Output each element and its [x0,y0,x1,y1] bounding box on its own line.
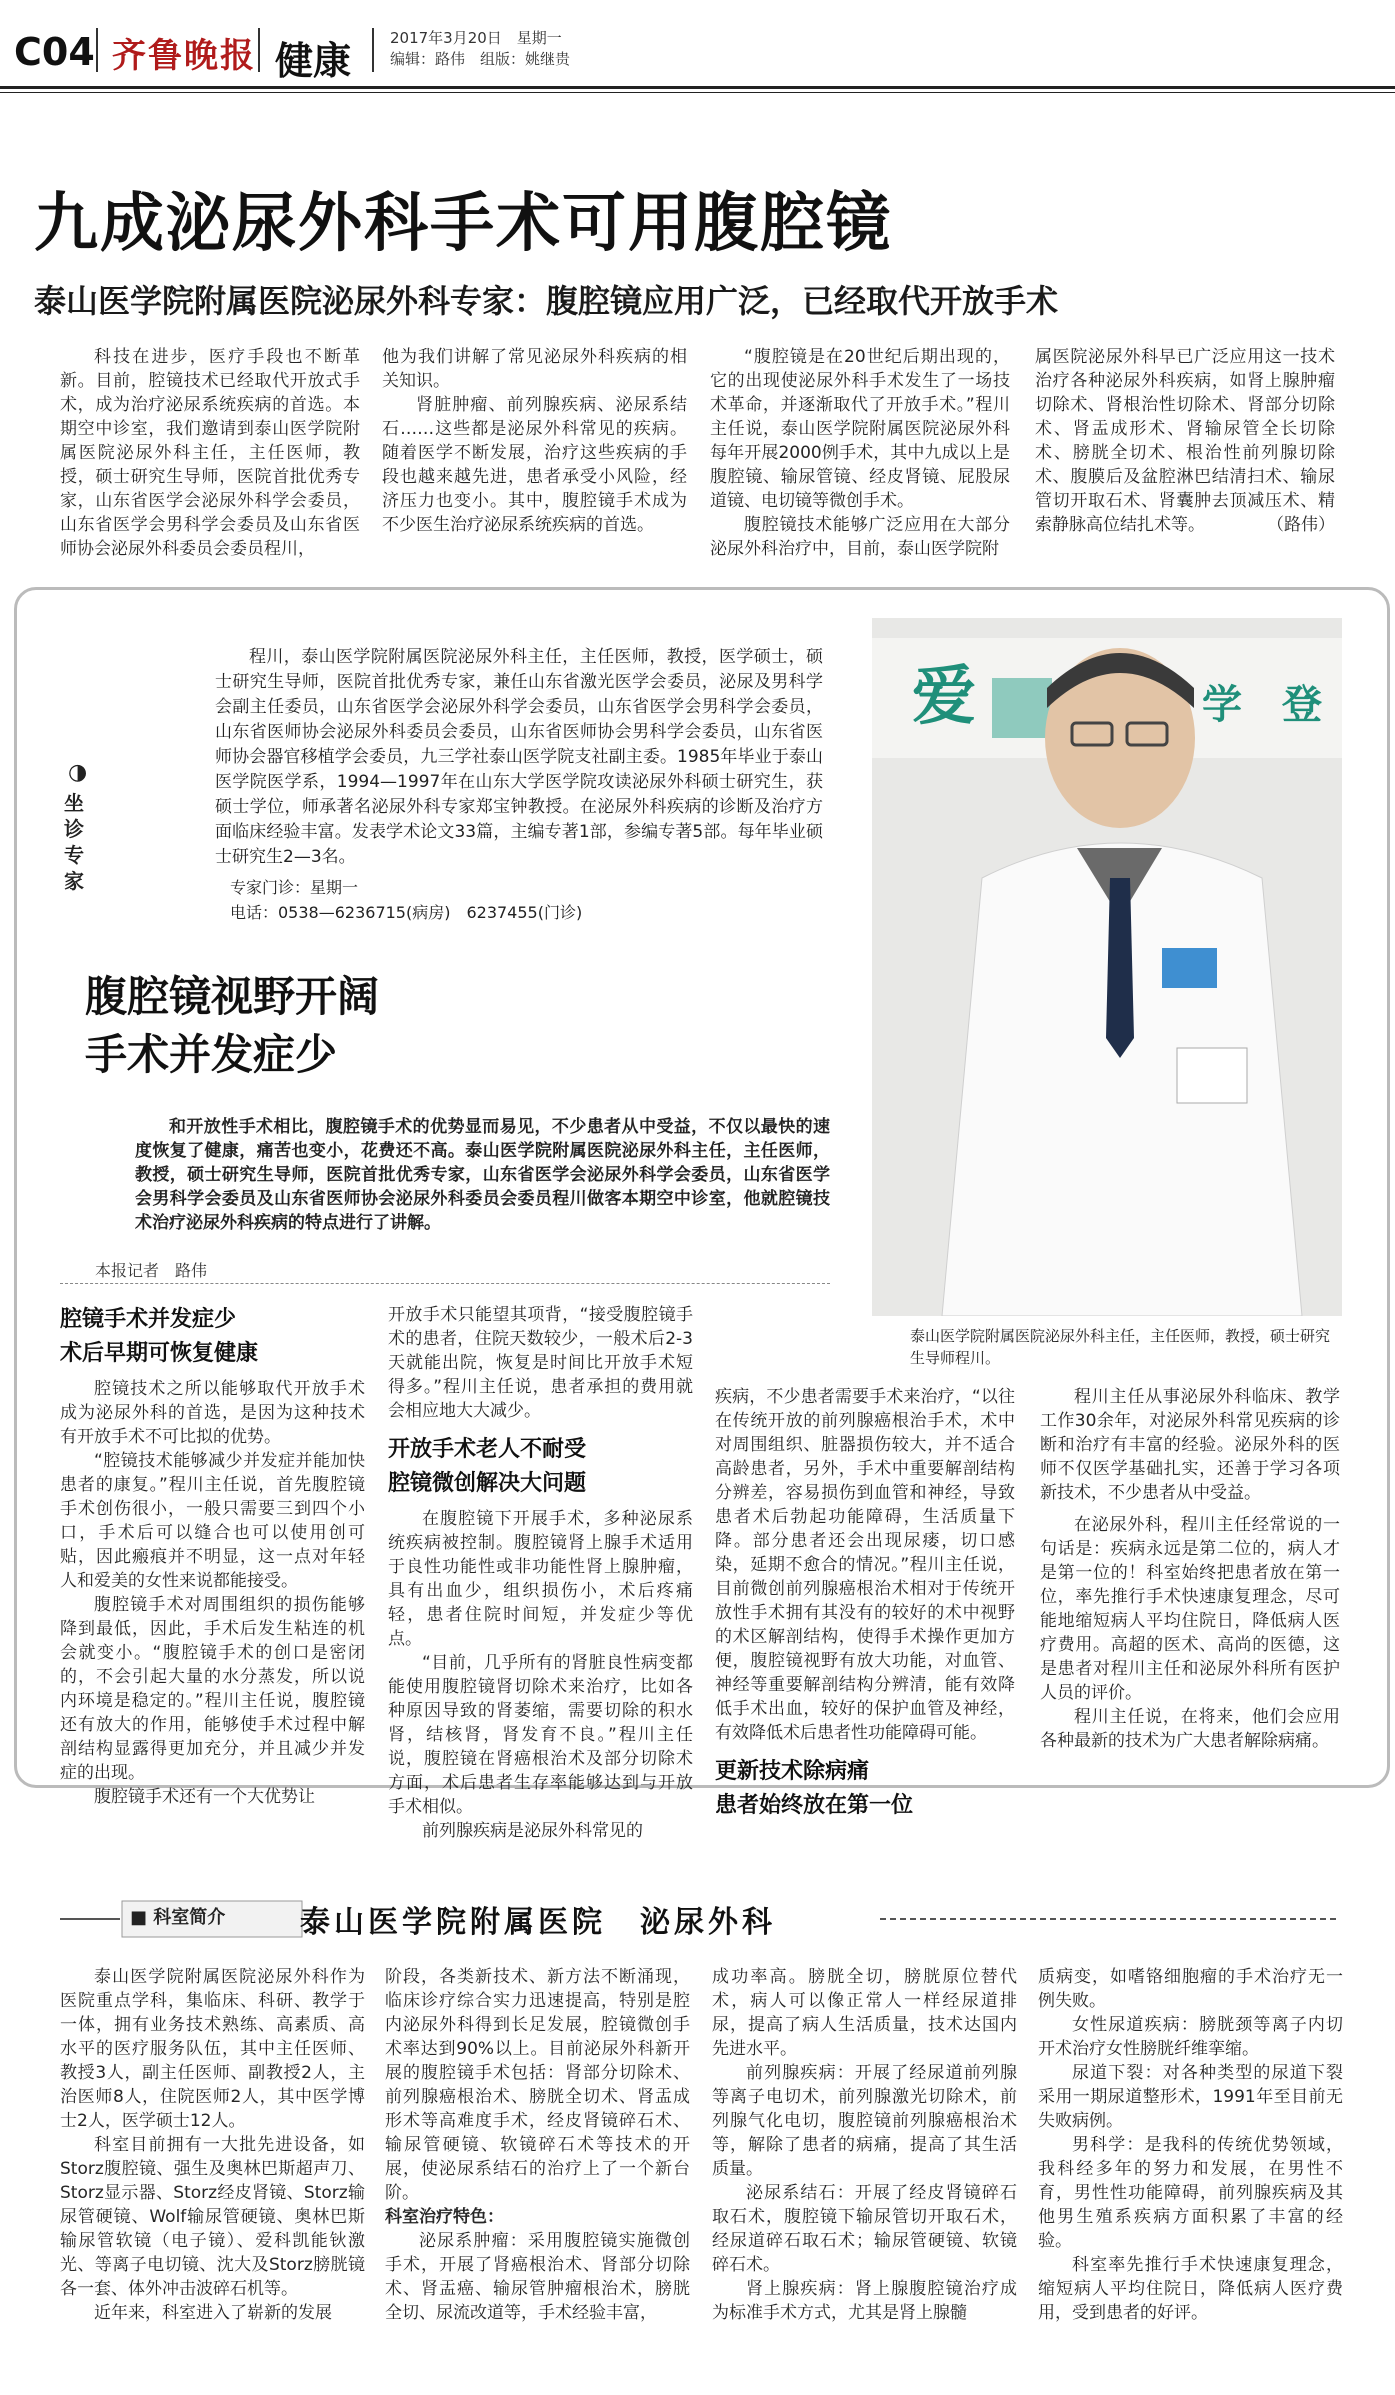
dept-intro-title: 泰山医学院附属医院 泌尿外科 [300,1905,776,1940]
clinic-day: 专家门诊：星期一 [230,878,359,897]
paragraph: 泌尿系结石：开展了经皮肾镜碎石取石术，腹腔镜下输尿管切开取石术，经尿道碎石取石术；输尿管硬镜、软镜碎石术。 [712,2183,1017,2275]
headline-title: 九成泌尿外科手术可用腹腔镜 [34,186,892,261]
editor-line: 编辑：路伟 组版：姚继贵 [390,50,571,68]
paragraph: 男科学：是我科的传统优势领域，我科经多年的努力和发展，在男性不育，男性性功能障碍，前列腺疾病及其他男生殖系疾病方面积累了丰富的经验。 [1038,2135,1343,2251]
paragraph: 程川主任说，在将来，他们会应用各种最新的技术为广大患者解除病痛。 [1040,1707,1340,1751]
feature-col-2 [388,1303,693,1843]
paragraph: 女性尿道疾病：膀胱颈等离子内切开术治疗女性膀胱纤维挛缩。 [1038,2015,1343,2059]
paragraph-heading: 科室治疗特色： [385,2207,504,2227]
phone-numbers: 电话：0538—6236715(病房) 6237455(门诊) [230,903,583,922]
paragraph: 成功率高。膀胱全切，膀胱原位替代术，病人可以像正常人一样经尿道排尿，提高了病人生活质量，技术达国内先进水平。 [712,1967,1017,2059]
paragraph: 科室率先推行手术快速康复理念，缩短病人平均住院日，降低病人医疗费用，受到患者的好评。 [1038,2255,1343,2323]
paragraph: 疾病，不少患者需要手术来治疗，“以往在传统开放的前列腺癌根治手术，术中对周围组织、脏器损伤较大，并不适合高龄患者，另外，手术中重要解剖结构分辨差，容易损伤到血管和神经，导致患者术后勃起功能障碍，生活质量下降。部分患者还会出现尿瘘，切口感染，延期不愈合的情况。”程川主任说，目前微创前列腺癌根治术相对于传统开放性手术拥有其没有的较好的术中视野的术区解剖结构，使得手术操作更加方便，腹腔镜视野有放大功能，对血管、神经等重要解剖结构分辨清，能有效降低手术出血，较好的保护血管及神经，有效降低术后患者性功能障碍可能。 [715,1387,1015,1743]
paragraph-text: 属医院泌尿外科早已广泛应用这一技术治疗各种泌尿外科疾病，如肾上腺肿瘤切除术、肾根治性切除术、肾部分切除术、肾盂成形术、肾输尿管全长切除术、膀胱全切术、根治性前列腺切除术、腹膜后及盆腔淋巴结清扫术、输尿管切开取石术、肾囊肿去顶减压术、精索静脉高位结扎术等。 [1035,347,1335,535]
masthead-divider [96,28,98,72]
wall-sign-text: 爱 [912,660,976,734]
paragraph: 腹腔镜手术还有一个大优势让 [94,1787,315,1807]
paragraph: 程川，泰山医学院附属医院泌尿外科主任，主任医师，教授，医学硕士，硕士研究生导师，医院首批优秀专家，兼任山东省激光医学会委员，泌尿及男科学会副主任委员，山东省医学会泌尿外科学会委员，山东省医学会男科学会委员，山东省医师协会泌尿外科委员会委员，山东省医师协会男科学会委员，山东省医师协会器官移植学会委员，九三学社泰山医学院支社副主委。1985年毕业于泰山医学院医学系，1994—1997年在山东大学医学院攻读泌尿外科硕士研究生，获硕士学位，师承著名泌尿外科专家郑宝钟教授。在泌尿外科疾病的诊断及治疗方面临床经验丰富。发表学术论文33篇，主编专著1部，参编专著5部。每年毕业硕士研究生2—3名。 [215,647,823,867]
wall-sign-text: 学 登 [1202,682,1322,728]
byline-rule [60,1283,830,1284]
feature-title-line: 腹腔镜视野开阔 [85,972,380,1021]
masthead-rule-thin [0,92,1395,93]
masthead-divider [258,28,260,72]
expert-bio [215,645,823,870]
intro-col-3 [710,345,1010,561]
date-line: 2017年3月20日 星期一 [390,29,562,47]
paragraph: 尿道下裂：对各种类型的尿道下裂采用一期尿道整形术，1991年至目前无失败病例。 [1038,2063,1343,2131]
dept-col-3 [712,1965,1017,2325]
paragraph: 腔镜技术之所以能够取代开放手术成为泌尿外科的首选，是因为这种技术有开放手术不可比拟的优势。 [60,1379,365,1447]
paragraph: 腹腔镜技术能够广泛应用在大部分泌尿外科治疗中，目前，泰山医学院附 [710,515,1010,559]
paragraph: 科技在进步，医疗手段也不断革新。目前，腔镜技术已经取代开放式手术，成为治疗泌尿系统疾病的首选。本期空中诊室，我们邀请到泰山医学院附属医院泌尿外科主任，主任医师，教授，硕士研究生导师，医院首批优秀专家，山东省医学会泌尿外科学会委员，山东省医学会男科学会委员及山东省医师协会泌尿外科委员会委员程川， [60,347,360,559]
paragraph: 科室目前拥有一大批先进设备，如Storz腹腔镜、强生及奥林巴斯超声刀、Storz显示器、Storz经皮肾镜、Storz输尿管硬镜、Wolf输尿管硬镜、奥林巴斯输尿管软镜（电子镜）、爱科凯能钬激光、等离子电切镜、沈大及Storz膀胱镜各一套、体外冲击波碎石机等。 [60,2135,365,2299]
section-name: 健康 [275,39,352,83]
paragraph: “腔镜技术能够减少并发症并能加快患者的康复。”程川主任说，首先腹腔镜手术创伤很小，一般只需要三到四个小口，手术后可以缝合也可以使用创可贴，因此瘢痕并不明显，这一点对年轻人和爱美的女性来说都能接受。 [60,1451,365,1591]
paragraph [1035,345,1335,537]
doctor-portrait-illustration [872,618,1342,1316]
byline: 本报记者 路伟 [95,1261,208,1280]
paragraph: 泰山医学院附属医院泌尿外科作为医院重点学科，集临床、科研、教学于一体，拥有业务技术熟练、高素质、高水平的医疗服务队伍，其中主任医师、教授3人，副主任医师、副教授2人，主治医师8人，住院医师2人，其中医学博士2人，医学硕士12人。 [60,1967,365,2131]
headline-subtitle: 泰山医学院附属医院泌尿外科专家：腹腔镜应用广泛，已经取代开放手术 [34,282,1059,320]
masthead-meta [390,28,570,70]
paragraph: 近年来，科室进入了崭新的发展 [94,2303,332,2323]
paragraph: 阶段，各类新技术、新方法不断涌现，临床诊疗综合实力迅速提高，特别是腔内泌尿外科得到长足发展，腔镜微创手术率达到90%以上。目前泌尿外科新开展的腹腔镜手术包括：肾部分切除术、前列腺癌根治术、膀胱全切术、肾盂成形术等高难度手术，经皮肾镜碎石术、输尿管硬镜、软镜碎石术等技术的开展，使泌尿系结石的治疗上了一个新台阶。 [385,1967,690,2203]
paragraph: 前列腺疾病是泌尿外科常见的 [422,1821,643,1841]
feature-title-line: 手术并发症少 [85,1030,338,1079]
dept-intro-tag: ■ 科室简介 [130,1907,226,1928]
paragraph: 泌尿系肿瘤：采用腹腔镜实施微创手术，开展了肾癌根治术、肾部分切除术、肾盂癌、输尿管肿瘤根治术，膀胱全切、尿流改道等，手术经验丰富， [385,2231,690,2323]
paragraph: 开放手术只能望其项背，“接受腹腔镜手术的患者，住院天数较少，一般术后2-3天就能出院，恢复是时间比开放手术短得多。”程川主任说，患者承担的费用就会相应地大大减少。 [388,1305,693,1421]
half-circle-icon: ◑ [68,760,88,785]
dept-col-1 [60,1965,365,2325]
feature-col-3 [715,1385,1015,1823]
paragraph: 他为我们讲解了常见泌尿外科疾病的相关知识。 [382,347,687,391]
subhead: 腔镜微创解决大问题 [388,1471,587,1496]
paragraph: 前列腺疾病：开展了经尿道前列腺等离子电切术，前列腺激光切除术，前列腺气化电切，腹腔镜前列腺癌根治术等，解除了患者的病痛，提高了其生活质量。 [712,2063,1017,2179]
paragraph: “目前，几乎所有的肾脏良性病变都能使用腹腔镜肾切除术来治疗，比如各种原因导致的肾萎缩，需要切除的积水肾，结核肾，肾发育不良。”程川主任说，腹腔镜在肾癌根治术及部分切除术方面，术后患者生存率能够达到与开放手术相似。 [388,1653,693,1817]
paragraph: “腹腔镜是在20世纪后期出现的，它的出现使泌尿外科手术发生了一场技术革命，并逐渐取代了开放手术。”程川主任说，泰山医学院附属医院泌尿外科每年开展2000例手术，其中九成以上是腹腔镜、输尿管镜、经皮肾镜、屁股尿道镜、电切镜等微创手术。 [710,347,1010,511]
paragraph: 肾上腺疾病：肾上腺腹腔镜治疗成为标准手术方式，尤其是肾上腺髓 [712,2279,1017,2323]
feature-lead [135,1115,830,1235]
dept-col-4 [1038,1965,1343,2325]
subhead: 更新技术除病痛 [715,1759,870,1784]
paragraph: 程川主任从事泌尿外科临床、教学工作30余年，对泌尿外科常见疾病的诊断和治疗有丰富的经验。泌尿外科的医师不仅医学基础扎实，还善于学习各项新技术，不少患者从中受益。 [1040,1387,1340,1503]
expert-tag: 坐诊专家 [64,791,84,893]
masthead-divider [372,28,374,72]
subhead: 术后早期可恢复健康 [60,1341,259,1366]
paragraph: 肾脏肿瘤、前列腺疾病、泌尿系结石……这些都是泌尿外科常见的疾病。随着医学不断发展，治疗这些疾病的手段也越来越先进，患者承受小风险，经济压力也变小。其中，腹腔镜手术成为不少医生治疗泌尿系统疾病的首选。 [382,395,687,535]
feature-col-4 [1040,1385,1340,1753]
dept-intro-tag-text: 科室简介 [153,1907,226,1928]
page-code: C04 [14,30,95,74]
dept-col-2 [385,1965,690,2325]
paragraph: 腹腔镜手术对周围组织的损伤能够降到最低，因此，手术后发生粘连的机会就变小。“腹腔镜手术的创口是密闭的，不会引起大量的水分蒸发，所以说内环境是稳定的。”程川主任说，腹腔镜还有放大的作用，能够使手术过程中解剖结构显露得更加充分，并且减少并发症的出现。 [60,1595,365,1783]
expert-photo [872,618,1342,1316]
masthead-rule [0,86,1395,89]
intro-col-1 [60,345,360,561]
subhead: 患者始终放在第一位 [715,1793,914,1818]
expert-contact [230,875,582,925]
subhead: 腔镜手术并发症少 [60,1307,237,1332]
subhead: 开放手术老人不耐受 [388,1437,587,1462]
feature-title [85,968,379,1084]
photo-caption: 泰山医学院附属医院泌尿外科主任，主任医师，教授，硕士研究生导师程川。 [910,1327,1331,1367]
intro-col-4 [1035,345,1335,537]
newspaper-logo: 齐鲁晚报 [112,36,256,76]
paragraph: 在泌尿外科，程川主任经常说的一句话是：疾病永远是第二位的，病人才是第一位的！科室始终把患者放在第一位，率先推行手术快速康复理念，尽可能地缩短病人平均住院日，降低病人医疗费用。高超的医术、高尚的医德，这是患者对程川主任和泌尿外科所有医护人员的评价。 [1040,1515,1340,1703]
author-tag: （路伟） [1267,515,1335,535]
paragraph: 在腹腔镜下开展手术，多种泌尿系统疾病被控制。腹腔镜肾上腺手术适用于良性功能性或非功能性肾上腺肿瘤，具有出血少，组织损伤小，术后疼痛轻，患者住院时间短，并发症少等优点。 [388,1509,693,1649]
feature-col-1 [60,1303,365,1809]
paragraph: 和开放性手术相比，腹腔镜手术的优势显而易见，不少患者从中受益，不仅以最快的速度恢复了健康，痛苦也变小，花费还不高。泰山医学院附属医院泌尿外科主任，主任医师，教授，硕士研究生导师，医院首批优秀专家，山东省医学会泌尿外科学会委员，山东省医学会男科学会委员及山东省医师协会泌尿外科委员会委员程川做客本期空中诊室，他就腔镜技术治疗泌尿外科疾病的特点进行了讲解。 [135,1117,830,1233]
intro-col-2 [382,345,687,537]
paragraph: 质病变，如嗜铬细胞瘤的手术治疗无一例失败。 [1038,1967,1343,2011]
